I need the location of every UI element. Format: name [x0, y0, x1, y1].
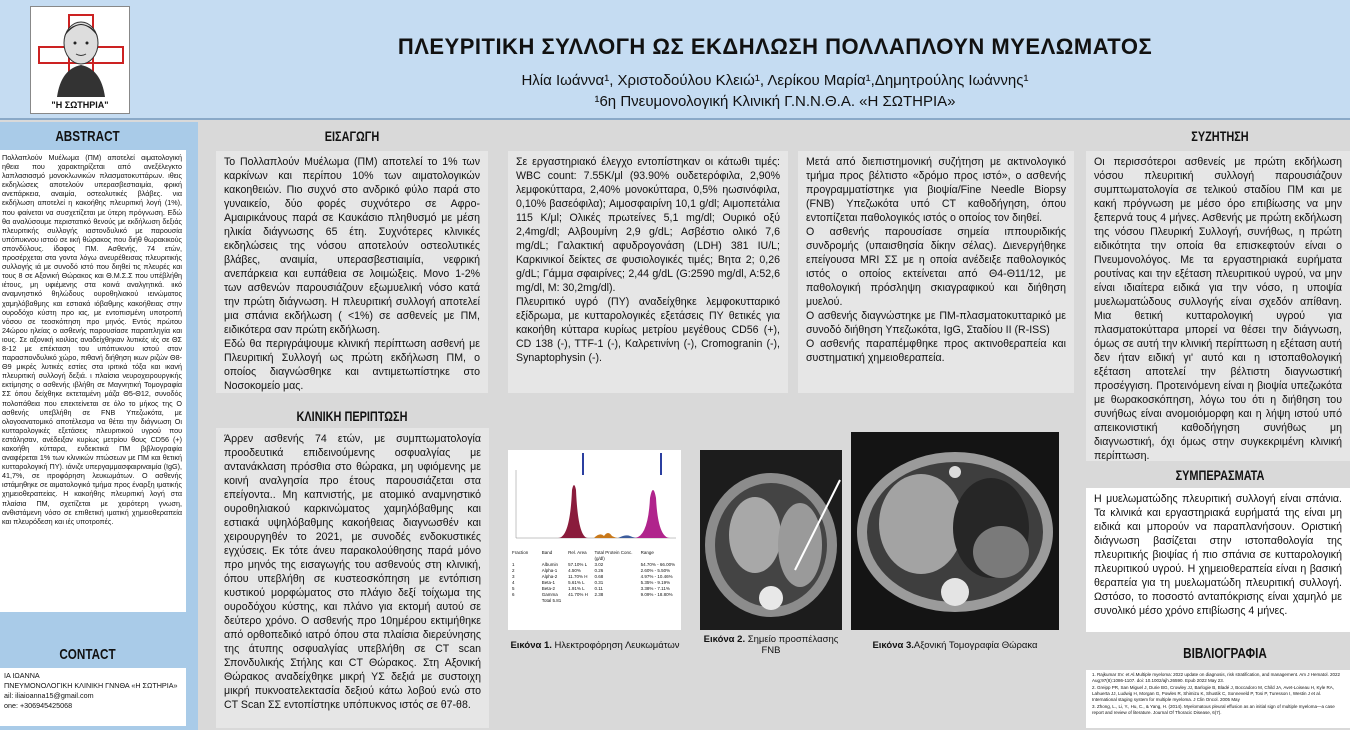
- table-cell: 4.97% - 10.46%: [640, 574, 673, 579]
- abstract-heading: ABSTRACT: [55, 128, 120, 145]
- ct-fnb-image: [700, 450, 842, 630]
- management-box: [798, 151, 1074, 393]
- management-paragraph-1: Μετά από διεπιστημονική συζήτηση με ακτινολογικό τμήμα προς βέλτιστο «δρόμο προς ιστό», ο ασθενής προγραμματίστηκε για βιοψία/Fine Needle Biopsy (FNB) Υπεζωκότα υπό CT καθοδήγηση, όπου εντοπίζεται παθολογικός ιστός ο οποίος τον διηθεί.: [806, 156, 1066, 224]
- table-header: Fraction Band Rel. Area Total Protein Conc. (g/dl) Range: [512, 550, 654, 561]
- table-cell: Beta-2: [541, 586, 555, 591]
- contact-email[interactable]: ail: iliaioanna15@gmail.com: [4, 691, 94, 700]
- table-cell: Gamma: [541, 592, 558, 597]
- management-paragraph-4: Ο ασθενής παραπέμφθηκε προς ακτινοθεραπεία και συστηματική χημειοθεραπεία.: [806, 338, 1066, 364]
- table-cell: 0.26: [594, 568, 604, 573]
- discussion-text: Οι περισσότεροι ασθενείς με πρώτη εκδήλωση νόσου πλευριτική συλλογή παρουσιάζουν συμπτωματολογία σε τελικού σταδίου ΠΜ και με κακή πρόγνωση με μέσο όρο επιβίωσης να μην ξεπερνά τους 4 μήνες. Ασθενής με πρώτη εκδήλωση της νόσου Πλευρική Συλλογή, συνήθως, η πρώτη ειδικότητα την οποία θα επισκεφτούν είναι ο Πνευμονολόγος. Με τα εργαστηριακά ευρήματα ρουτίνας και την εξέταση πλευριτικού υγρού, να μην είναι ιδιαίτερα ειδικά για την νόσο, η υποψία μυελωματώδους συλλογής είναι σχεδόν απίθανη. Μια θετική κυτταρολογική υγρού για πλασματοκύτταρα μπορεί να θέσει την διάγνωση, όμως σε αυτή την κλινική περίπτωση η εξέταση αυτή δεν ήταν ειδική γι' αυτό και η ιστοπαθολογική εξέταση αποτελεί την βέλτιστη διαγνωστική προσέγγιση. Προτεινόμενη είναι η βιοψία υπεζωκότα με θωρακοσκόπηση, λόγω του ότι η διήθηση του συνήθως είναι ανομοιόμορφη και η λήψη ιστού υπό απεικονιστική καθοδήγηση συνήθως μη διαγνωστική, όχι όμως στην συγκεκριμένη κλινική περίπτωση.: [1086, 151, 1350, 461]
- table-cell: 3.38% - 7.11%: [640, 586, 670, 591]
- table-cell: 5.61% L: [568, 580, 585, 585]
- intro-heading: ΕΙΣΑΓΩΓΗ: [324, 128, 380, 144]
- reference-item: 2. Greipp PR, San Miguel J, Durie BG, Crowley JJ, Barlogie B, Bladé J, Boccadoro M, Child JA, Avet-Loiseau H, Kyle RA, Lahuerta JJ, Ludwig H, Morgan G, Powles R, Shimizu K, Shustik C, Sonneveld P, Tosi P, Turesson I, Westin J et al. International staging system for multiple myeloma. J Clin Oncol. 2005 May: [1092, 685, 1335, 702]
- table-cell: 3: [512, 574, 515, 579]
- abstract-text: Πολλαπλούν Μυέλωμα (ΠΜ) αποτελεί αιματολογική ηθεια που χαρακτηρίζεται από ανεξέλεγκτο λαπλασιασμό μονοκλωνικών πλασματοκυττάρων. ιθεις εκδηλώσεις αποτελούν υπερασβεστιαιμία, φρική ανεπάρκεια, αναιμία, οστεολυτικές βλάβες. νια εκδήλωση αποτελεί η κακοήθης πλευριτική λογή (1%), που φαίνεται να συσχετίζεται με ύτερη πρόγνωση. Εδώ θα αναλύσουμε περιστατικό θενούς με εκδήλωση δεξιάς πλευριτικής συλλογής ιαστονδυλικό με παρουσία υπόπυκνου ιστού σε ιική θώρακος που διήθ θωρακικούς σπονδύλους. ίδαφος ΠΜ. Ασθενής, 74 ετών, προσέρχεται στα γοντα λόγω ανευρέθεισας πλευριτικής συλλογής ιά με συνοδό ιστό που διηθεί τις πλευρές και τους 8 σε Αξονική Θώρακος και Θ.Μ.Σ.Σ που υπέβλήθη ιέτους, μη υφιέμενης στα κοινά αναλγητικά. ιικό αναμνηστικό θηλώδους ουροθηλιακού ιεινώματος χαμηλόβαθμης και εστιακά ιόβαθμης κακοήθειας στην ουροδόχο κύστη προ ιας, με εντοπισμένη υποτροπή νόσου σε τεοσκόπηση προ μηνός. Εντός πρώτου 24ώρου ηλείας ο ασθενής παρουσίασε παραπληγία και ιους. Σε αξονική κοιλίας αναδείχθηκαν λυτικές ιές σε ΘΣ 8-12 με επέκταση του υπόπυκνου ιστού στον παρασπονδυλικό χώρο, πιθανή διήθηση ικων ριζών Θ8-Θ9 μικρές λυτικές εστίες στα ιριτικά τόξα και ικανή πλευριτική συλλογή δεξιά. ι πλαίσια νευροχειρουργικής εκτίμησης ο ασθενής ιβλήθη σε Μαγνητική Τομογραφία ΣΣ όπου δείχθηκε εκτεταμένη μάζα Θ5-Θ12, συνοδός πολοπάθεια που επεκτείνεται σε όλο το μήκος της Ο ασθενής υπεβλήθη σε FNB Υπεζωκότα, με ολογοανατομικό αποτέλεσμα να θέτει την διάγνωση Οι κυτταρολογικές εξετάσεις πλευριτικού υγρού που εστάλησαν, ανέδειξαν κυρίως μετρίου θους CD56 (+) κακοήθη κύτταρα, ενδεικτικά ΠΜ βιβλιογραφία αναφέρεται 1% των κλινικών πτώσεων με ΠΜ και θετική κυτταρολογική ΠΥ). ιάνιζε υπεργαμμασφαιριναιμία (IgG), 41,7%, σε ιτροφόρηση λευκωμάτων. Ο ασθενής ιστάμηθηκε σε αιματολογικό τμήμα προς έναρξη ιματικής χημειοθεραπείας. Η κακοήθης πλευριτική λογή στα πλαίσια ΠΜ, σχετίζεται με χειρότερη γνωση, ανθιστάμενη νόσο σε επιθετική ιματική χημειοθεραπεία και πλευρόδεση και ιές υποτροπές.: [0, 150, 186, 612]
- management-paragraph-2: Ο ασθενής παρουσίασε σημεία ιππουριδικής συνδρομής (υπαισθησία δίκην σέλας). Διενεργήθηκε επείγουσα MRI ΣΣ με η οποία ανέδειξε παθολογικός ιστός ο οποίος εκτείνεται από Θ4-Θ11/12, με παθολογική πρόσληψη σκιαγραφικού και διήθηση μυελού.: [806, 226, 1066, 308]
- logo-portrait-icon: [31, 7, 131, 99]
- contact-phone: one: +306945425068: [4, 701, 73, 710]
- table-cell: 2.38: [594, 592, 604, 597]
- table-cell: 11.70% H: [568, 574, 588, 579]
- authors: Ηλία Ιωάννα¹, Χριστοδούλου Κλειώ¹, Λερίκου Μαρία¹,Δημητρούλης Ιωάννης¹: [521, 72, 1029, 89]
- table-cell: 1.91% L: [568, 586, 585, 591]
- hospital-logo: [30, 6, 130, 114]
- discussion-heading: ΣΥΖΗΤΗΣΗ: [1191, 128, 1249, 144]
- intro-box: [216, 151, 488, 393]
- bibliography-heading: ΒΙΒΛΙΟΓΡΑΦΙΑ: [1183, 645, 1267, 662]
- table-cell: 5: [512, 586, 515, 591]
- table-cell: 4: [512, 580, 515, 585]
- conclusion-text: Η μυελωματώδης πλευριτική συλλογή είναι σπάνια. Τα κλινικά και εργαστηριακά ευρήματά της είναι μη ειδικά και μπορούν να παραπλανήσουν. Οριστική διάγνωση βασίζεται στην ιστοπαθολογία της πλευριτικής βιοψίας ή πιο σπάνια σε κυτταρολογική πλευριτικού υγρού. Η χημειοθεραπεία είναι η βασική θεραπεία για τη μυελωματώδη πλευριτική συλλογή. Ωστόσο, το ποσοστό ανταπόκρισης είναι χαμηλό με συνολικό μέσο χρόνο επιβίωσης 4 μήνες.: [1086, 488, 1350, 632]
- table-rows: [512, 562, 677, 598]
- contact-name: ΙΑ ΙΩΑΝΝΑ: [4, 671, 40, 680]
- chest-ct-image: [851, 432, 1059, 630]
- lab-results-box: [508, 151, 788, 393]
- logo-caption: "Η ΣΩΤΗΡΙΑ": [51, 100, 109, 110]
- table-cell: 6: [512, 592, 515, 597]
- table-cell: 1: [512, 562, 515, 567]
- affiliation: ¹6η Πνευμονολογική Κλινική Γ.Ν.Ν.Θ.Α. «Η ΣΩΤΗΡΙΑ»: [594, 93, 956, 110]
- figure1-caption: Εικόνα 1. Ηλεκτροφόρηση Λευκωμάτων: [510, 640, 680, 651]
- table-cell: Albumin: [541, 562, 558, 567]
- table-cell: 2: [512, 568, 515, 573]
- management-paragraph-3: Ο ασθενής διαγνώστηκε με ΠΜ-πλασματοκυτταρικό με συνοδό διήθηση Υπεζωκότα, IgG, Σταδίου II (R-ISS): [806, 310, 1066, 336]
- table-cell: Alpha-1: [541, 568, 558, 573]
- electrophoresis-table: [508, 550, 681, 604]
- figure3-caption: Εικόνα 3.Αξονική Τομογραφία Θώρακα: [872, 640, 1038, 651]
- table-cell: 0.11: [594, 586, 603, 591]
- table-cell: Beta-1: [541, 580, 555, 585]
- pleural-fluid-paragraph: Πλευριτικό υγρό (ΠΥ) αναδείχθηκε λεμφοκυτταρικό εξίδρωμα, με κυτταρολογικές εξετάσεις ΠΥ θετικές για κακοήθη κύτταρα κυρίως μετρίου μεγέθους CD56 (+), CD 138 (-), TTF-1 (-), Καλρετινίνη (-), Cromogranin (-), Synaptophysin (-).: [516, 296, 780, 364]
- table-cell: 4.50%: [568, 568, 581, 573]
- reference-item: 1. Rajkumar SV. et Al.Multiple myeloma: 2022 update on diagnosis, risk stratification, and management. Am J Hematol. 2022 Aug;97(8):1086-1107. doi: 10.1002/ajh.26590. Epub 2022 May 23.: [1092, 672, 1340, 683]
- table-cell: Alpha-2: [541, 574, 558, 579]
- table-cell: 0.31: [594, 580, 604, 585]
- contact-info: [0, 668, 186, 726]
- conclusion-heading: ΣΥΜΠΕΡΑΣΜΑΤΑ: [1175, 467, 1265, 483]
- contact-heading: CONTACT: [59, 646, 116, 663]
- intro-paragraph: Το Πολλαπλούν Μυέλωμα (ΠΜ) αποτελεί το 1% των καρκίνων και περίπου 10% των αιματολογικών κακοηθειών. Πιο συχνό στο ανδρικό φύλο παρά στο γυναικείο, δύο φορές συχνότερο σε Αφρο-Αμαιρικάνους παρά σε Καυκάσιο πληθυσμό με μέση ηλικία διάγνωσης 65 έτη. Συχνότερες κλινικές εκδηλώσεις της νόσου αποτελούν οστεολυτικές βλάβες, αναιμία, υπερασβεστιαιμία, νεφρική ανεπάρκεια και ευπάθεια σε λοιμώξεις. Μονο 1-2% των ασθενών παρουσιάζουν εξωμυελική νόσο κατά την πρώτη διάγνωση. Η πλευριτική συλλογή αποτελεί μια σπάνια εκδήλωση ( <1%) σε ασθενείς με ΠΜ, ειδικότερα σαν πρώτη εκδήλωση.: [224, 156, 480, 336]
- table-cell: 57.10% L: [568, 562, 588, 567]
- bibliography-list: [1086, 670, 1350, 728]
- poster-title: ΠΛΕΥΡΙΤΙΚΗ ΣΥΛΛΟΓΗ ΩΣ ΕΚΔΗΛΩΣΗ ΠΟΛΛΑΠΛΟΥΝ ΜΥΕΛΩΜΑΤΟΣ: [397, 34, 1153, 59]
- table-total: Total 5.81: [541, 598, 562, 603]
- electrophoresis-plot: [508, 450, 681, 545]
- table-row: [512, 592, 677, 598]
- table-cell: 2.60% - 5.50%: [640, 568, 671, 573]
- contact-clinic: ΠΝΕΥΜΟΝΟΛΟΓΙΚΗ ΚΛΙΝΙΚΗ ΓΝΝΘΑ «Η ΣΩΤΗΡΙΑ»: [4, 681, 178, 690]
- figure2-caption: Εικόνα 2. Σημείο προσπέλασης FNB: [703, 634, 839, 656]
- table-cell: 5.35% - 9.19%: [640, 580, 671, 585]
- table-cell: 41.70% H: [568, 592, 588, 597]
- figure-fnb-ct: [700, 450, 842, 630]
- table-cell: 54.70% - 66.00%: [640, 562, 676, 567]
- figure-electrophoresis: [508, 450, 681, 630]
- lab-results-paragraph: Σε εργαστηριακό έλεγχο εντοπίστηκαν οι κάτωθι τιμές: WBC count: 7.55K/μl (93.90% ουδετερόφιλα, 2,90% λεμφοκύτταρα, 2,40% μονοκύτταρα, 0,5% ηωσινόφιλα, 0,10% βασεόφιλα); Αιμοσφαιρίνη 10,1 g/dl; Αιμοπετάλια 115 K/μl; Ολικές πρωτείνες 5,1 mg/dl; Ουρικό οξύ 2,4mg/dl; Αλβουμίνη 2,9 g/dL; Ασβέστιο ολικό 7,6 mg/dL; Γαλακτική αφυδρογονάση (LDH) 381 IU/L; Καρκινικοί δείκτες σε φυσιολογικές τιμές; Βητα 2; 0,26 g/dL; Γάμμα σφαιρίνες; 2,44 g/dL (G:2590 mg/dl, A:52,6 mg/dl, M: 30,2mg/dl).: [516, 156, 780, 294]
- reference-item: 3. Zhong, L., Li, Y., Hu, C., & Yang, H. (2014). Myelomatous pleural effusion as an initial sign of multiple myeloma—a case report and review of literature. Journal Of Thoracic Disease, 6(7).: [1092, 704, 1335, 715]
- case-heading: ΚΛΙΝΙΚΗ ΠΕΡΙΠΤΩΣΗ: [296, 408, 408, 424]
- figure-chest-ct: [851, 432, 1059, 630]
- intro-paragraph-2: Εδώ θα περιγράψουμε κλινική περίπτωση ασθενή με Πλευριτική Συλλογή ως πρώτη εκδήλωση ΠΜ, ο οποίος διαγνώσθηκε και αντιμετωπίστηκε στο Νοσοκομείο μας.: [224, 338, 480, 392]
- table-cell: 9.09% - 18.80%: [640, 592, 673, 597]
- table-cell: 3.02: [594, 562, 604, 567]
- case-text: Άρρεν ασθενής 74 ετών, με συμπτωματολογία προοδευτικά επιδεινούμενης οσφυαλγίας με αντανάκλαση πρόσθια στο θώρακα, μη υφιόμενης με κοινή αναλγησία προ έτους παρουσιάζεται στα επείγοντα.. Μη καπνιστής, με ατομικό αναμνηστικό ουροθηλιακού καρκινώματος χαμηλόβαθμης και εστιακά υψηλόβαθμης κακοήθειας διαγνωσθέν και χειρουργηθέν το 2021, με συνοδές ενδοκυστικές εγχύσεις. Εκ τότε άνευ παρακολούθησης παρά μόνο προ μηνός της εισαγωγής του ασθενούς στη κλινική, όπου υπεβλήθη σε κυστεοσκόπηση με εντόπιση κυστικού μορφώματος στο πλάγιο δεξί τοίχωμα της ουροδόχου κύστης, και πλάνο για εκτομή αυτού σε δεύτερο χρόνο. Ο ασθενής προ 10ημέρου εκτιμήθηκε από ορθοπεδικό ιατρό όπου στα πλαίσια διερεύνησης της άτυπης οσφυαλγίας υπεβλήθη σε CT scan Σπονδυλικής Στήλης και CT Θώρακος. Στη Αξονική Θώρακος αναδείχθηκε μικρή ΥΣ δεξιά με συστοιχη μικρή πυκνοατελεκτασία δεξιού κάτω λοβού ενώ στο CT Scan ΣΣ εντοπίστηκε υπόπυκνος ιστός σε θ7-θ8.: [216, 428, 489, 728]
- table-cell: 0.68: [594, 574, 604, 579]
